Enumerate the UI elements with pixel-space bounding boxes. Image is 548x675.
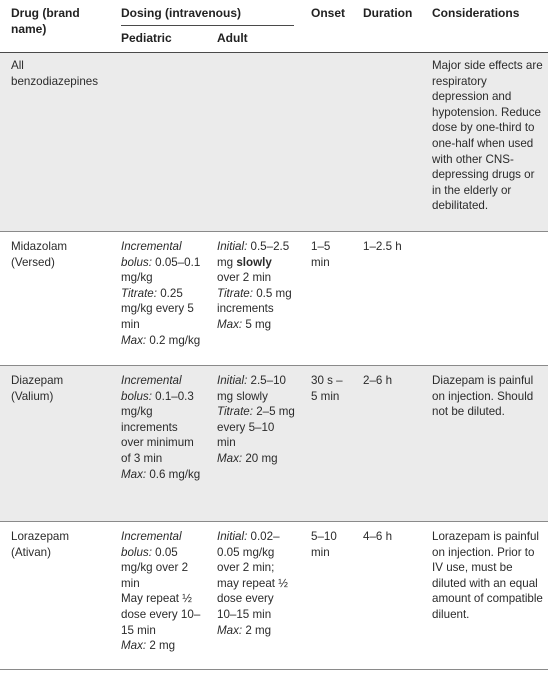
dose-text: 0.05–0.1 mg/kg — [121, 255, 201, 285]
dose-label: Max: — [121, 639, 147, 653]
dose-line — [121, 239, 202, 286]
dose-label: Max: — [121, 467, 147, 481]
dose-line — [121, 333, 202, 349]
header-dosing-label: Dosing (intravenous) — [121, 6, 242, 20]
onset-cell: 5–10 min — [311, 530, 337, 559]
dose-text: 2.5–10 mg slowly — [217, 374, 286, 403]
dose-label: Incremental bolus: — [121, 240, 182, 269]
dose-line — [121, 373, 202, 467]
dose-line — [217, 451, 296, 467]
pediatric-dose-cell — [110, 522, 206, 670]
drug-name-cell: Lorazepam (Ativan) — [11, 530, 70, 559]
dose-label: Titrate: — [217, 286, 253, 300]
dose-line — [121, 467, 202, 483]
header-duration: Duration — [363, 6, 413, 20]
dose-text: 2–5 mg every 5–10 min — [217, 405, 295, 450]
dose-line — [217, 317, 296, 333]
dose-line — [121, 591, 202, 638]
dose-text: 20 mg — [242, 451, 278, 465]
dose-label: Max: — [217, 317, 243, 331]
pediatric-dose-cell — [110, 366, 206, 522]
header-pediatric: Pediatric — [121, 31, 172, 45]
adult-dose-cell — [206, 53, 300, 232]
adult-dose-cell — [206, 366, 300, 522]
onset-cell: 30 s – 5 min — [311, 374, 343, 403]
dose-text: 2 mg — [242, 623, 272, 637]
pediatric-dose-cell — [110, 53, 206, 232]
dose-label: Initial: — [217, 374, 248, 387]
adult-dose-cell — [206, 522, 300, 670]
duration-cell: 4–6 h — [363, 530, 393, 543]
dose-line — [121, 638, 202, 654]
dose-label: Titrate: — [121, 286, 157, 300]
dose-line — [217, 623, 296, 639]
table-row — [0, 522, 548, 670]
table-row — [0, 53, 548, 232]
header-adult: Adult — [217, 31, 248, 45]
dose-emphasis: slowly — [236, 255, 272, 269]
header-drug: Drug (brand name) — [11, 6, 80, 36]
dose-text: 0.02–0.05 mg/kg over 2 min; may repeat ½ dose every 10–15 min — [217, 530, 288, 621]
dose-label: Max: — [217, 451, 243, 465]
dose-line — [217, 239, 296, 286]
drug-name-cell: Diazepam (Valium) — [11, 374, 64, 403]
header-dosing — [110, 0, 300, 26]
dose-text: 0.5 mg increments — [217, 286, 292, 316]
dose-label: Titrate: — [217, 405, 253, 419]
considerations-cell — [421, 232, 548, 366]
dose-text: 0.1–0.3 mg/kg increments over minimum of 3 min — [121, 389, 194, 465]
dose-text: 0.6 mg/kg — [146, 467, 201, 481]
header-considerations: Considerations — [432, 6, 520, 20]
dose-line — [217, 286, 296, 317]
dose-label: Initial: — [217, 530, 248, 543]
dose-label: Max: — [121, 333, 147, 347]
duration-cell — [352, 53, 421, 232]
dose-text: May repeat ½ dose every 10–15 min — [121, 592, 201, 637]
dose-text-after: over 2 min — [217, 271, 272, 285]
header-onset: Onset — [311, 6, 346, 20]
duration-cell: 1–2.5 h — [363, 240, 402, 253]
table-row — [0, 232, 548, 366]
dose-line — [121, 286, 202, 333]
dose-text: 0.5–2.5 mg — [217, 240, 290, 269]
duration-cell: 2–6 h — [363, 374, 393, 387]
considerations-cell: Lorazepam is painful on injection. Prior to IV use, must be diluted with an equal amount of compatible diluent. — [432, 530, 543, 621]
drug-name-cell: All benzodiazepines — [11, 59, 99, 88]
dose-line — [217, 373, 296, 404]
dose-text: 0.05 mg/kg over 2 min — [121, 545, 189, 590]
dose-label: Max: — [217, 623, 243, 637]
dose-line — [217, 529, 296, 623]
dose-label: Initial: — [217, 240, 248, 253]
adult-dose-cell — [206, 232, 300, 366]
onset-cell: 1–5 min — [311, 240, 331, 269]
dose-label: Incremental bolus: — [121, 374, 182, 403]
dose-text: 0.25 mg/kg every 5 min — [121, 286, 194, 331]
pediatric-dose-cell — [110, 232, 206, 366]
dose-text: 0.2 mg/kg — [146, 333, 201, 347]
drug-name-cell: Midazolam (Versed) — [11, 240, 68, 269]
table-body — [0, 53, 548, 670]
considerations-cell: Major side effects are respiratory depression and hypotension. Reduce dose by one-third to one-half when used with other CNS-depressing drugs or in the elderly or debilitated. — [432, 59, 543, 213]
dose-label: Incremental bolus: — [121, 530, 182, 559]
considerations-cell: Diazepam is painful on injection. Should not be diluted. — [432, 374, 534, 419]
dose-line — [121, 529, 202, 591]
dose-text: 2 mg — [146, 639, 176, 653]
dose-line — [217, 404, 296, 451]
onset-cell — [300, 53, 352, 232]
dose-text: 5 mg — [242, 317, 272, 331]
table-row — [0, 366, 548, 522]
